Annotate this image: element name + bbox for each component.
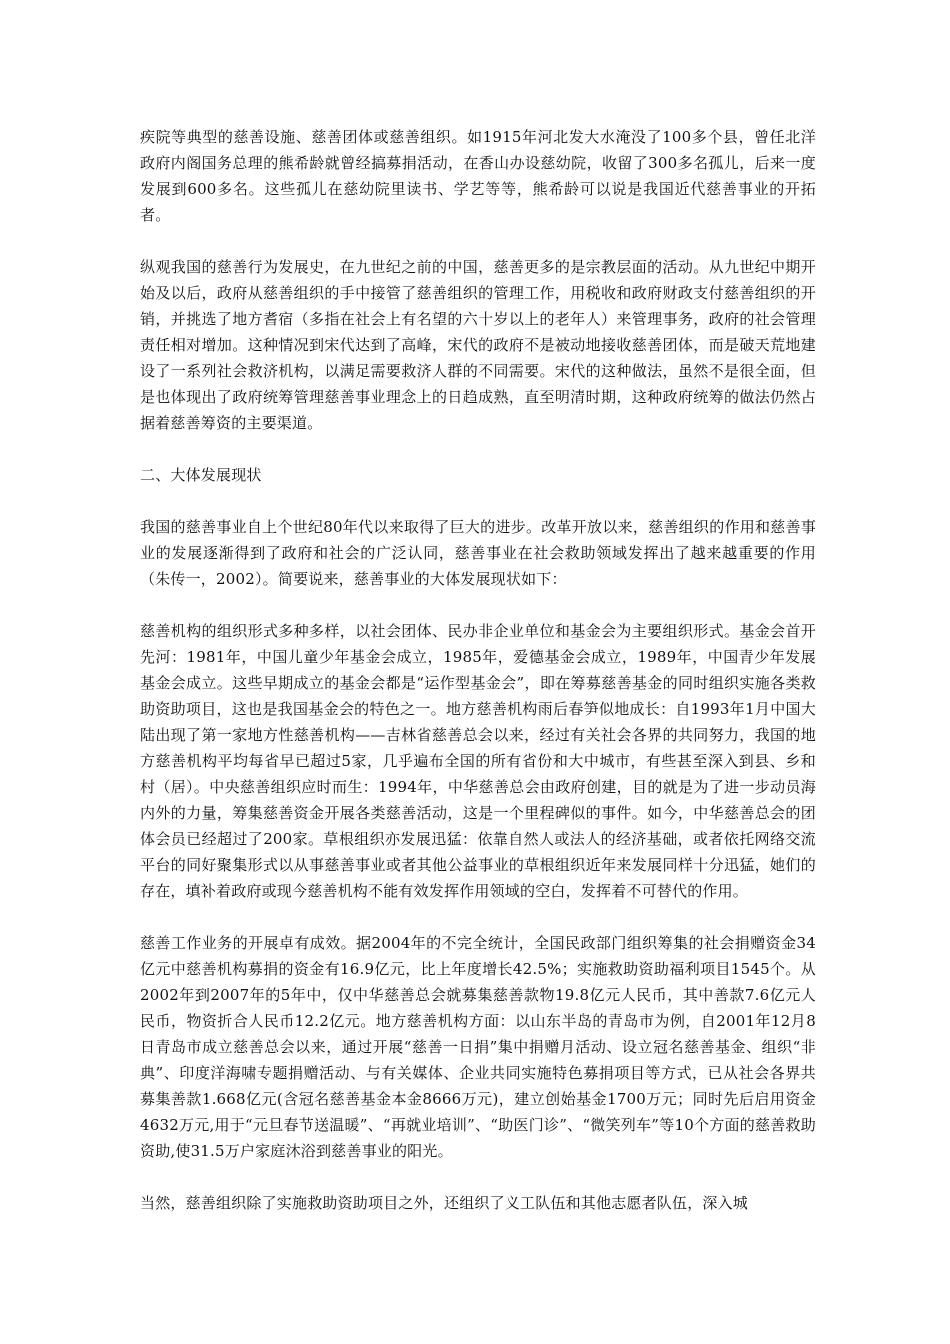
document-body <box>140 124 816 1242</box>
paragraph-volunteers: 当然，慈善组织除了实施救助资助项目之外，还组织了义工队伍和其他志愿者队伍，深入城 <box>140 1194 749 1212</box>
paragraph-history: 纵观我国的慈善行为发展史，在九世纪之前的中国，慈善更多的是宗教层面的活动。从九世纪中期开始及以后，政府从慈善组织的手中接管了慈善组织的管理工作，用税收和政府财政支付慈善组织的开销，并挑选了地方耆宿（多指在社会上有名望的六十岁以上的老年人）来管理事务，政府的社会管理责任相对增加。这种情况到宋代达到了高峰，宋代的政府不是被动地接收慈善团体，而是破天荒地建设了一系列社会救济机构，以满足需要救济人群的不同需要。宋代的这种做法，虽然不是很全面，但是也体现出了政府统筹管理慈善事业理念上的日趋成熟，直至明清时期，这种政府统筹的做法仍然占据着慈善筹资的主要渠道。 <box>140 258 816 432</box>
section-heading: 二、大体发展现状 <box>140 466 262 484</box>
paragraph-xiong-xiling: 疾院等典型的慈善设施、慈善团体或慈善组织。如1915年河北发大水淹没了100多个县，曾任北洋政府内阁国务总理的熊希龄就曾经搞募捐活动，在香山办设慈幼院，收留了300多名孤儿，后来一度发展到600多名。这些孤儿在慈幼院里读书、学艺等等，熊希龄可以说是我国近代慈善事业的开拓者。 <box>140 128 816 224</box>
paragraph-organizations: 慈善机构的组织形式多种多样，以社会团体、民办非企业单位和基金会为主要组织形式。基金会首开先河：1981年，中国儿童少年基金会成立，1985年，爱德基金会成立，1989年，中国青少年发展基金会成立。这些早期成立的基金会都是“运作型基金会”，即在筹募慈善基金的同时组织实施各类救助资助项目，这也是我国基金会的特色之一。地方慈善机构雨后春笋似地成长：自1993年1月中国大陆出现了第一家地方性慈善机构——吉林省慈善总会以来，经过有关社会各界的共同努力，我国的地方慈善机构平均每省早已超过5家，几乎遍布全国的所有省份和大中城市，有些甚至深入到县、乡和村（居）。中央慈善组织应时而生：1994年，中华慈善总会由政府创建，目的就是为了进一步动员海内外的力量，筹集慈善资金开展各类慈善活动，这是一个里程碑似的事件。如今，中华慈善总会的团体会员已经超过了200家。草根组织亦发展迅猛：依靠自然人或法人的经济基础，或者依托网络交流平台的同好聚集形式以从事慈善事业或者其他公益事业的草根组织近年来发展同样十分迅猛，她们的存在，填补着政府或现今慈善机构不能有效发挥作用领域的空白，发挥着不可替代的作用。 <box>140 622 816 900</box>
paragraph-overview: 我国的慈善事业自上个世纪80年代以来取得了巨大的进步。改革开放以来，慈善组织的作用和慈善事业的发展逐渐得到了政府和社会的广泛认同，慈善事业在社会救助领域发挥出了越来越重要的作用（朱传一，2002）。简要说来，慈善事业的大体发展现状如下： <box>140 518 816 588</box>
paragraph-achievements: 慈善工作业务的开展卓有成效。据2004年的不完全统计，全国民政部门组织筹集的社会捐赠资金34亿元中慈善机构募捐的资金有16.9亿元，比上年度增长42.5%；实施救助资助福利项目1545个。从2002年到2007年的5年中，仅中华慈善总会就募集慈善款物19.8亿元人民币，其中善款7.6亿元人民币，物资折合人民币12.2亿元。地方慈善机构方面：以山东半岛的青岛市为例，自2001年12月8日青岛市成立慈善总会以来，通过开展“慈善一日捐”集中捐赠月活动、设立冠名慈善基金、组织“非典”、印度洋海啸专题捐赠活动、与有关媒体、企业共同实施特色募捐项目等方式，已从社会各界共募集善款1.668亿元(含冠名慈善基金本金8666万元)，建立创始基金1700万元；同时先后启用资金4632万元,用于“元旦春节送温暖”、“再就业培训”、“助医门诊”、“微笑列车”等10个方面的慈善救助资助,使31.5万户家庭沐浴到慈善事业的阳光。 <box>140 934 816 1160</box>
